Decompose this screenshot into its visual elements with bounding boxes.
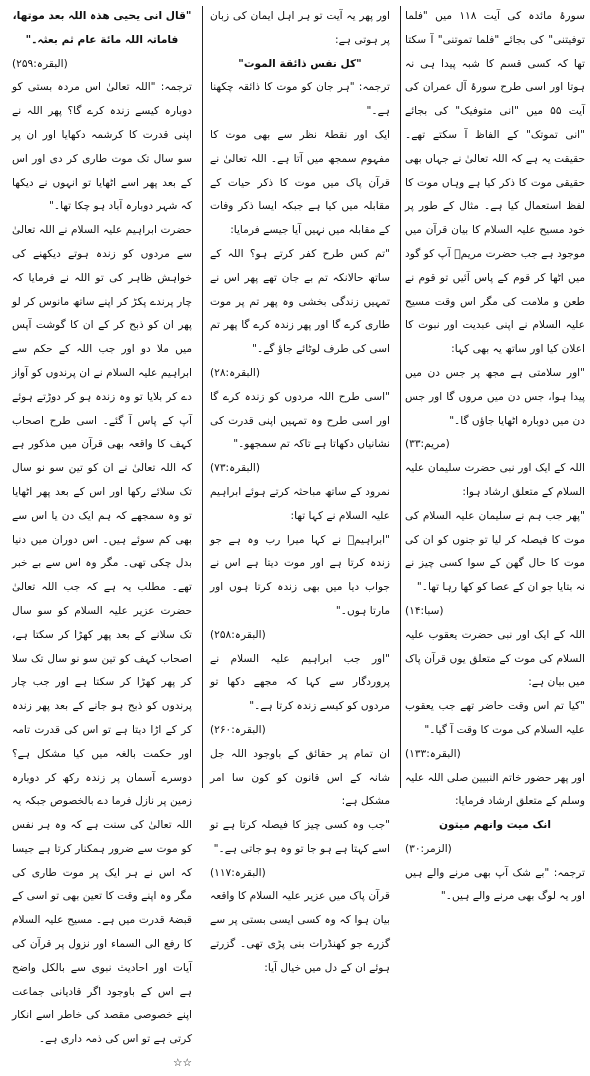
middle-column-ref-12: (البقرہ:۲۶۰)	[210, 723, 266, 736]
left-column-text-3: حضرت ابراہیم علیہ السلام نے اللہ تعالیٰ سے مردوں کو زندہ ہوتے دیکھنے کی خواہش ظاہر کی تو اللہ نے فرمایا کہ چار پرندے پکڑ کر اپنے ساتھ مانوس کر لو پھر ان کو ذبح کر کے ان کا گوشت آپس میں ملا دو اور جب اللہ کے حکم سے ابراہیم علیہ السلام نے ان پرندوں کو آواز دے کر بلایا تو وہ زندہ ہو کر دوڑتے ہوئے آپ کے پاس آ گئے۔ اسی طرح اصحاب کہف کا واقعہ بھی قرآن میں مذکور ہے کہ اللہ تعالیٰ نے ان کو تین سو نو سال تک سلائے رکھا اور اس کے بعد پھر اٹھایا تو وہ سمجھے کہ ہم ایک دن یا اس سے بھی کم سوئے ہیں۔ اس دوران میں دنیا بدل چکی تھی۔ مگر وہ اس سے بے خبر تھے۔ مطلب یہ ہے کہ جب اللہ تعالیٰ حضرت عزیر علیہ السلام کو سو سال تک سلانے کے بعد پھر کھڑا کر سکتا ہے، اصحاب کہف کو تین سو نو سال تک سلا کر پھر کھڑا کر سکتا ہے اور جب چار پرندوں کو ذبح ہو جانے کے بعد پھر زندہ کر کے اڑا دیتا ہے تو اس کی قدرت تامہ اور حکمت بالغہ میں کیا مشکل ہے؟ دوسرے آسمان پر زندہ رکھ کر دوبارہ زمین پر نازل فرما دے بالخصوص جبکہ یہ اللہ تعالیٰ کی سنت ہے کہ وہ ہر نفس کو موت سے ضرور ہمکنار کرتا ہے جیسا کہ اس نے ہر ایک پر موت طاری کی مگر وہ اپنے وقت کا تعین بھی تو اسی کے قبضۂ قدرت میں ہے۔ مسیح علیہ السلام کا رفع الی السماء اور نزول پر قرآن کی آیات اور احادیث نبوی سے بالکل واضح ہے اس کے باوجود اگر قادیانی جماعت اپنے خصوصی مقصد کی خاطر اسے انکار کرتی ہے تو اس کی ذمہ داری ہے۔	[12, 224, 192, 1046]
left-column-arabic-0: "قال انی یحیی ھذہ اللہ بعد موتھا، فاماتہ اللہ مائة عام ثم بعثہ۔"	[12, 10, 192, 46]
middle-column-text-3: ایک اور نقطۂ نظر سے بھی موت کا مفہوم سمجھ میں آتا ہے۔ اللہ تعالیٰ نے قرآن پاک میں موت کا ذکر حیات کے مقابلہ میں کیا ہے جبکہ ایسا ذکر وفات کے مقابلہ میں نہیں آیا جیسے فرمایا:	[210, 128, 390, 237]
right-column-ref-5: (سبا:۱۴)	[405, 604, 444, 617]
middle-column-text-8: نمرود کے ساتھ مباحثہ کرتے ہوئے ابراہیم علیہ السلام نے کہا تھا:	[210, 485, 390, 522]
column-divider-left	[202, 6, 203, 788]
middle-column-quote-11: "اور جب ابراہیم علیہ السلام نے پروردگار سے کہا کہ مجھے دکھا تو مردوں کو کیسے زندہ کرتا ہے۔"	[210, 652, 390, 713]
middle-column-quote-14: "جب وہ کسی چیز کا فیصلہ کرتا ہے تو اسے کہتا ہے ہو جا تو وہ ہو جاتی ہے۔"	[210, 819, 390, 855]
right-column-text-9: اور پھر حضور خاتم النبیین صلی اللہ علیہ وسلم کے متعلق ارشاد فرمایا:	[405, 771, 585, 808]
middle-column-ref-15: (البقرہ:۱۱۷)	[210, 866, 266, 879]
left-column-end-4: ☆☆	[173, 1057, 192, 1070]
right-column-text-0: سورۂ مائدہ کی آیت ۱۱۸ میں "فلما توفیتنی" کی بجائے "فلما تموتنی" آ سکتا تھا کہ کسی قسم کا شبہ پیدا ہی نہ ہوتا اور اسی طرح سورۂ آل عمران کی آیت ۵۵ میں "انی متوفیک" کی بجائے "انی تموتک" کے الفاظ آ سکتے تھے۔ حقیقت یہ ہے کہ اللہ تعالیٰ نے جہاں بھی حقیقی موت کا ذکر کیا ہے وہاں موت کا لفظ استعمال کیا ہے۔ مثال کے طور پر خود مسیح علیہ السلام کا بیان قرآن میں موجود ہے جب حضرت مریمؑ آپ کو گود میں اٹھا کر قوم کے پاس آئیں تو قوم نے طعن و ملامت کی مگر اس وقت مسیح علیہ السلام نے اپنی عبدیت اور نبوت کا اعلان کیا اور ساتھ یہ بھی کہا:	[405, 10, 585, 356]
left-column-quote-2: ترجمہ: "اللہ تعالیٰ اس مردہ بستی کو دوبارہ کیسے زندہ کرے گا؟ پھر اللہ نے اپنی قدرت کا کرشمہ دکھایا اور ان پر سو سال تک موت طاری کر دی اور اس کے بعد پھر اسے اٹھایا تو انہوں نے دیکھا کہ شہر دوبارہ آباد ہو چکا تھا۔"	[12, 81, 192, 213]
middle-column-text-0: اور پھر یہ آیت تو ہر اہل ایمان کی زبان پر ہوتی ہے:	[210, 10, 390, 46]
right-column-arabic-10: انک میت وانھم میتون	[438, 819, 551, 832]
right-column	[405, 5, 585, 903]
middle-column	[210, 5, 390, 974]
middle-column-arabic-1: "کل نفس ذائقة الموت"	[238, 57, 362, 70]
right-column-ref-2: (مریم:۳۳)	[405, 438, 450, 451]
middle-column-ref-5: (البقرہ:۲۸)	[210, 366, 261, 379]
right-column-ref-8: (البقرہ:۱۳۳)	[405, 747, 461, 760]
middle-column-quote-9: "ابراہیمؑ نے کہا میرا رب وہ ہے جو زندہ کرتا ہے اور موت دیتا ہے اس نے جواب دیا میں بھی زندہ کرتا ہوں اور مارتا ہوں۔"	[210, 533, 390, 617]
right-column-quote-12: ترجمہ: "بے شک آپ بھی مرنے والے ہیں اور یہ لوگ بھی مرنے والے ہیں۔"	[405, 866, 585, 903]
middle-column-ref-7: (البقرہ:۷۳)	[210, 462, 261, 475]
right-column-quote-1: "اور سلامتی ہے مجھ پر جس دن میں پیدا ہوا، جس دن میں مروں گا اور جس دن میں دوبارہ اٹھایا جاؤں گا۔"	[405, 366, 585, 427]
right-column-ref-11: (الزمر:۳۰)	[405, 842, 452, 855]
right-column-text-3: اللہ کے ایک اور نبی حضرت سلیمان علیہ السلام کے متعلق ارشاد ہوا:	[405, 462, 585, 498]
middle-column-quote-6: "اسی طرح اللہ مردوں کو زندہ کرے گا اور اسی طرح وہ تمہیں اپنی قدرت کی نشانیاں دکھاتا ہے تاکہ تم سمجھو۔"	[210, 390, 390, 451]
left-column-ref-1: (البقرہ:۲۵۹)	[12, 57, 68, 70]
right-column-quote-4: "پھر جب ہم نے سلیمان علیہ السلام کی موت کا فیصلہ کر لیا تو جنوں کو ان کی موت کا حال گھن کے سوا کسی چیز نے نہ بتایا جو ان کے عصا کو کھا رہا تھا۔"	[405, 509, 585, 594]
column-divider-right	[400, 6, 401, 788]
left-column	[12, 5, 192, 1070]
middle-column-text-13: ان تمام پر حقائق کے باوجود اللہ جل شانہ کے اس قانون کو کون سا امر مشکل ہے:	[210, 747, 390, 808]
middle-column-text-16: قرآن پاک میں عزیر علیہ السلام کا واقعہ بیان ہوا کہ وہ کسی ایسی بستی پر سے گزرے جو کھنڈرات بنی پڑی تھی۔ گزرتے ہوئے ان کے دل میں خیال آیا:	[210, 890, 390, 974]
right-column-quote-7: "کیا تم اس وقت حاضر تھے جب یعقوب علیہ السلام کی موت کا وقت آ گیا۔"	[405, 700, 585, 736]
middle-column-ref-10: (البقرہ:۲۵۸)	[210, 628, 266, 641]
middle-column-quote-4: "تم کس طرح کفر کرتے ہو؟ اللہ کے ساتھ حالانکہ تم بے جان تھے پھر اس نے تمہیں زندگی بخشی وہ پھر تم پر موت طاری کرے گا اور پھر زندہ کرے گا پھر تم اسی کی طرف لوٹائے جاؤ گے۔"	[210, 247, 390, 356]
middle-column-quote-2: ترجمہ: "ہر جان کو موت کا ذائقہ چکھنا ہے۔"	[210, 81, 390, 118]
right-column-text-6: اللہ کے ایک اور نبی حضرت یعقوب علیہ السلام کی موت کے متعلق یوں قرآن پاک میں بیان ہے:	[405, 628, 585, 689]
